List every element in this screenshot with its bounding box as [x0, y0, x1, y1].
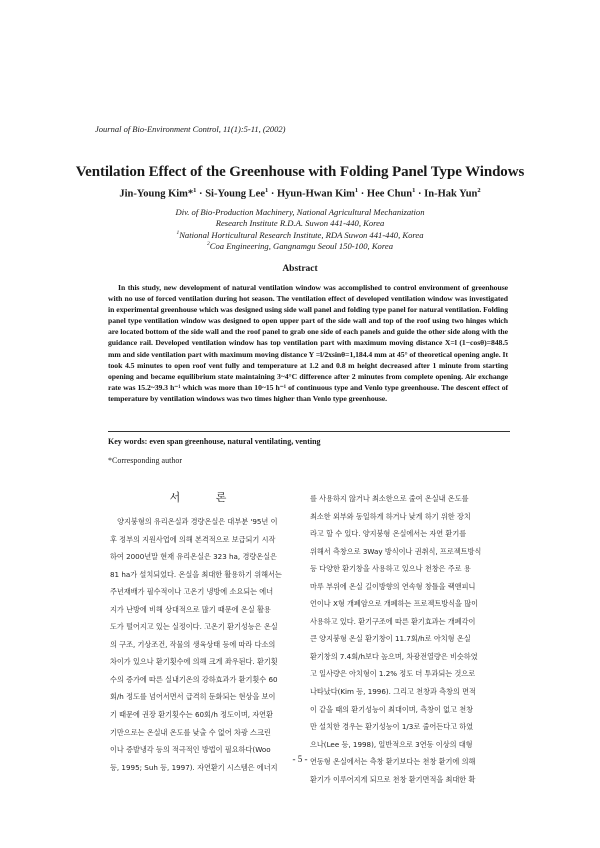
- body-text-line: 양지붕형의 유리온실과 경량온실은 대부분 '95년 이: [110, 517, 278, 526]
- body-text-line: 하여 2000년말 현재 유리온실은 323 ha, 경량온실은: [110, 552, 277, 562]
- body-text-line: 연동형 온실에서는 측창 환기보다는 천창 환기에 의해: [310, 757, 476, 767]
- author: In-Hak Yun: [424, 188, 478, 200]
- body-text-line: 기 때문에 권장 환기횟수는 60회/h 정도이며, 자연환: [110, 710, 273, 720]
- paper-title: Ventilation Effect of the Greenhouse with Folding Panel Type Windows: [75, 164, 525, 180]
- page-number: - 5 -: [292, 754, 308, 764]
- body-text-line: 이 같을 때의 환기성능이 최대이며, 측창이 없고 천창: [310, 704, 474, 714]
- journal-citation: Journal of Bio-Environment Control, 11(1):5-11, (2002): [95, 124, 286, 134]
- body-text-line: 이나 증발냉각 등의 적극적인 방법이 필요하다(Woo: [110, 745, 271, 755]
- body-text-line: 회/h 정도를 넘어서면서 급격히 둔화되는 현상을 보이: [110, 692, 276, 702]
- affiliation-mark: 2: [207, 240, 210, 247]
- body-text-line: 를 사용하지 않거나 최소한으로 줄여 온실내 온도를: [310, 494, 469, 503]
- body-text-line: 최소한 외부와 동일하게 하거나 낮게 하기 위한 장치: [310, 511, 471, 521]
- body-text-line: 언이나 X형 개폐암으로 개폐하는 프로젝트방식을 많이: [310, 599, 478, 609]
- author-list: Jin-Young Kim*$^1$ · Si-Young Lee$^1$ · Hyun-Hwan Kim$^1$ · Hee Chun$^1$ · In-Hak Yun$^2$: [119, 187, 481, 200]
- body-text-line: 으나(Lee 등, 1998), 일반적으로 3연동 이상의 대형: [310, 739, 473, 749]
- affiliation-mark: 1: [176, 230, 180, 236]
- divider: [108, 431, 510, 432]
- author-affiliation-mark: 2: [477, 187, 481, 194]
- keywords: Key words: even span greenhouse, natural ventilating, venting: [108, 437, 321, 446]
- author: Si-Young Lee: [205, 188, 265, 200]
- body-text-line: 후 정부의 지원사업에 의해 본격적으로 보급되기 시작: [110, 534, 276, 544]
- body-text-line: 나타났다(Kim 등, 1996). 그리고 천창과 측창의 면적: [310, 687, 476, 697]
- body-text-line: 주년재배가 필수적이나 고온기 냉방에 소요되는 에너: [110, 587, 274, 597]
- body-text-line: 차이가 있으나 환기횟수에 의해 크게 좌우된다. 환기횟: [110, 657, 278, 667]
- body-text-line: 의 구조, 기상조건, 작물의 생육상태 등에 따라 다소의: [110, 639, 276, 649]
- corresponding-author-note: *Corresponding author: [108, 456, 182, 465]
- affiliation-line: Research Institute R.D.A. Suwon 441-440, Korea: [215, 217, 385, 228]
- body-text-line: 위해서 측창으로 3Way 방식이나 권취식, 프로젝트방식: [310, 546, 482, 556]
- body-column-left: [110, 513, 308, 776]
- body-text-line: 마루 부위에 온실 길이방향의 연속형 창틀을 랙앤피니: [310, 581, 476, 591]
- body-text-line: 등 다양한 환기창을 사용하고 있으나 천창은 주로 용: [310, 564, 471, 574]
- author-affiliation-mark: 1: [354, 187, 359, 194]
- author: Jin-Young Kim*: [119, 188, 194, 200]
- body-text-line: 만 설치한 경우는 환기성능이 1/3로 줄어든다고 하였: [310, 722, 474, 732]
- body-text-line: 고 일사량은 아치형이 1.2% 정도 더 투과되는 것으로: [310, 669, 476, 679]
- author-affiliation-mark: 1: [193, 187, 197, 194]
- body-text-line: 큰 양지붕형 온실 환기창이 11.7회/h로 아치형 온실: [310, 634, 471, 644]
- body-text-line: 도가 떨어지고 있는 실정이다. 고온기 환기성능은 온실: [110, 622, 278, 632]
- body-text-line: 환기가 이루어지게 되므로 천창 환기면적을 최대한 확: [310, 774, 476, 784]
- body-text-line: 라고 할 수 있다. 양지붕형 온실에서는 자연 환기를: [310, 529, 467, 539]
- body-text-line: 환기창의 7.4회/h보다 높으며, 차광전열량은 비슷하였: [310, 651, 478, 661]
- abstract-heading: Abstract: [282, 264, 318, 274]
- body-column-right: [310, 490, 508, 788]
- body-text-line: 기만으로는 온실내 온도를 낮출 수 없어 차광 스크린: [110, 727, 271, 737]
- body-text-line: 사용하고 있다. 환기구조에 따른 환기효과는 개폐각이: [310, 616, 476, 626]
- author-affiliation-mark: 1: [265, 187, 269, 194]
- body-text-line: 수의 증가에 따른 실내기온의 강하효과가 환기횟수 60: [110, 674, 278, 684]
- section-heading-introduction: 서 론: [169, 491, 243, 504]
- affiliation-line: $^1$National Horticultural Research Institute, RDA Suwon 441-440, Korea: [176, 229, 424, 240]
- body-text-line: 지가 난방에 비해 상대적으로 많기 때문에 온실 활용: [110, 604, 271, 614]
- author: Hee Chun: [366, 188, 413, 200]
- affiliation-line: $^2$Coa Engineering, Gangnamgu Seoul 150-100, Korea: [207, 240, 393, 251]
- body-text-line: 등, 1995; Suh 등, 1997). 자연환기 시스템은 에너지: [110, 762, 278, 772]
- affiliation-line: Div. of Bio-Production Machinery, National Agricultural Mechanization: [175, 207, 425, 217]
- abstract-body: In this study, new development of natural ventilation window was accomplished to control environment of greenhouse with no use of forced ventilation during hot season. The ventilation effect of developed ventilation window was investigated in experimental greenhouse which was designed using side wall panel and folding type panel for natural ventilation. Folding panel type ventilation window was designed to open upper part of the side wall and top of the roof using two hinges which are located bottom of the side wall and the roof panel to grab one side of each panels and guide the other side along with the guidance rail. Developed ventilation window has top ventilation part with maximum moving distance X=l (1−cosθ)=848.5 mm and side ventilation part with maximum moving distance Y =l/2xsinθ=1,184.4 mm at 45° of theoretical opening angle. It took 4.5 minutes to open roof vent fully and temperature at 1.2 and 0.8 m height decreased after 1 minute from starting opening and became equilibrium state maintaining 3~4°C difference after 2 minutes from complete opening. Air exchange rate was 15.2~39.3 h⁻¹ which was more than 10~15 h⁻¹ of continuous type and Venlo type greenhouse. The descent effect of temperature by ventilation windows was two times higher than Venlo type greenhouse.: [108, 283, 508, 403]
- author: Hyun-Hwan Kim: [277, 188, 355, 200]
- body-text-line: 81 ha가 설치되었다. 온실을 최대한 활용하기 위해서는: [110, 569, 282, 579]
- author-affiliation-mark: 1: [412, 187, 416, 194]
